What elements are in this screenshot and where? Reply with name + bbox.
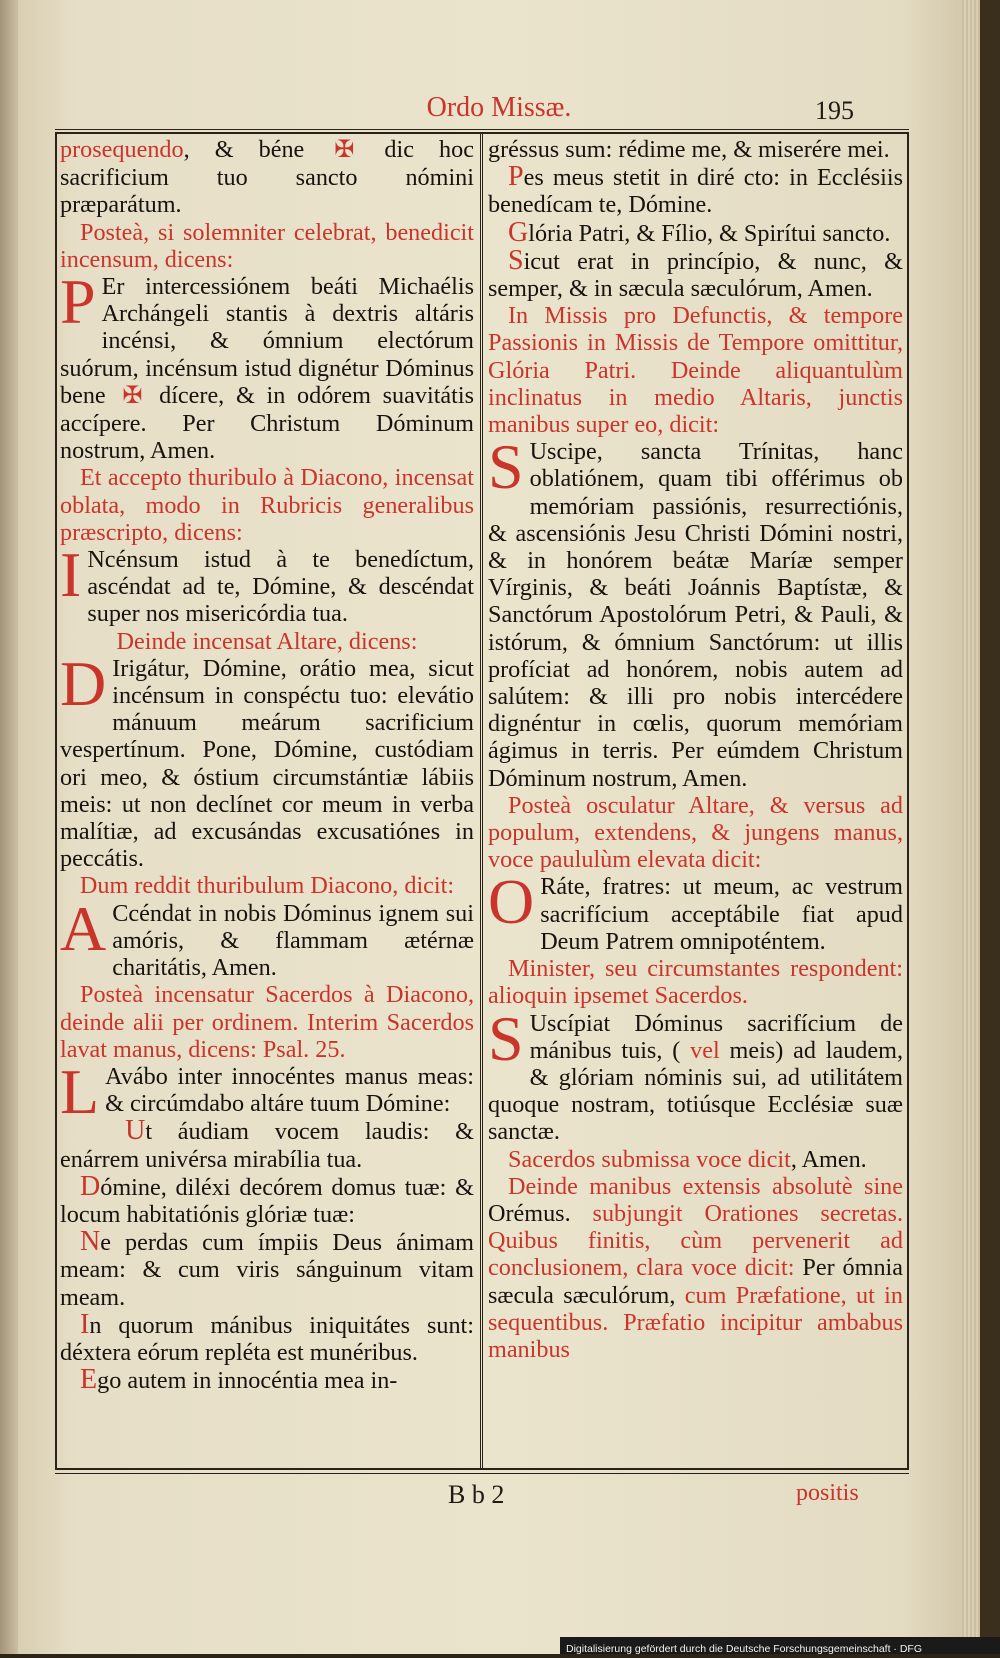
body-text: Deinde incensat Altare, dicens: [116, 627, 418, 655]
catchword: positis [796, 1480, 859, 1506]
body-text: Orémus. [488, 1199, 571, 1227]
text-paragraph [60, 1366, 474, 1394]
text-paragraph [488, 216, 903, 248]
cross-icon: ✠ [122, 382, 143, 409]
rubric-paragraph [60, 872, 474, 899]
body-text: icut erat in princípio, & nunc, & semper, & in sæcula sæculórum, Amen. [488, 247, 903, 303]
body-text: dic hoc sacrificium tuo sancto nómini præparátum. [60, 136, 474, 219]
body-text: Ráte, fratres: ut meum, ac vestrum sacrifícium acceptábile fiat apud Deum Patrem omnipoténtem. [540, 873, 903, 955]
text-paragraph [60, 647, 474, 873]
rubric-text: Sacerdos submissa voce dicit [508, 1145, 791, 1173]
body-text: In Missis pro Defunctis, & tempore Passionis in Missis de Tempore omittitur, Glória Patri. Deinde aliquantulùm inclinatus in medio Altaris, junctis manibus super eo, dicit: [488, 302, 903, 439]
rubric-text: vel [680, 1036, 730, 1064]
text-paragraph [488, 244, 903, 303]
red-initial: I [80, 1308, 90, 1340]
red-initial: N [80, 1226, 101, 1258]
body-text: Avábo inter innocéntes manus meas: & circúmdabo altáre tuum Dómine: [105, 1062, 474, 1118]
body-text: , Amen. [790, 1145, 867, 1173]
running-head: Ordo Missæ. [426, 92, 572, 123]
body-text: Uscipe, sancta Trínitas, hanc oblatiónem, quam tibi offérimus ob memóriam passiónis, resurrectiónis, & ascensiónis Jesu Christi Dómini nostri, & in honórem beátæ Maríæ semper Vírginis, & beáti Joánnis Baptístæ, & Sanctórum Apostolórum Petri, & Pauli, & istórum, & ómnium Sanctórum: ut illis profíciat ad honórem, nobis autem ad salútem: & illi pro nobis intercédere dignéntur in cœlis, quorum memóriam ágimus in terris. Per eúmdem Christum Dóminum nostrum, Amen. [488, 438, 903, 792]
text-paragraph [488, 431, 903, 792]
text-paragraph [60, 266, 474, 465]
rubric-paragraph [60, 628, 474, 655]
rubric-paragraph [60, 981, 474, 1063]
body-text: Posteà osculatur Altare, & versus ad populum, extendens, & jungens manus, voce paululùm elevata dicit: [488, 791, 903, 874]
drop-cap: O [488, 866, 535, 938]
body-text: Ccéndat in nobis Dóminus ignem sui amóris, & flammam ætérnæ charitátis, Amen. [112, 899, 474, 982]
red-initial: U [125, 1115, 146, 1147]
bottom-rule [55, 1473, 909, 1474]
text-paragraph [60, 136, 474, 219]
text-paragraph [488, 136, 903, 163]
book-page [18, 0, 980, 1654]
body-text: Irigátur, Dómine, orátio mea, sicut incénsum in conspéctu tuo: elevátio mánuum meárum sacrificium vespertínum. Pone, Dómine, custódiam ori meo, & óstium circumstántiæ lábiis meis: ut non declínet cor meum in verba malítiæ, ad excusándas excusatiónes in peccátis. [60, 654, 474, 873]
body-text: Posteà, si solemniter celebrat, benedicit incensum, dicens: [60, 218, 474, 273]
text-paragraph [60, 1228, 474, 1311]
text-paragraph [488, 1002, 903, 1146]
rubric-paragraph [488, 955, 903, 1009]
body-text: t áudiam vocem laudis: & enárrem univérsa mirabília tua. [60, 1118, 474, 1173]
drop-cap: S [488, 431, 524, 503]
text-paragraph [488, 866, 903, 955]
digitization-credit [560, 1637, 1000, 1654]
page-edge [962, 0, 980, 1654]
signature-mark: B b 2 [448, 1480, 505, 1509]
red-initial: S [508, 244, 524, 276]
text-paragraph [60, 1308, 474, 1366]
text-paragraph [60, 1055, 474, 1127]
body-text: Er intercessiónem beáti Michaélis Archángeli stantis à dextris altáris incénsi, & ómnium electórum suórum, incénsum istud dignétur Dóminus bene [60, 273, 474, 409]
body-text: meis) ad laudem, & glóriam nóminis sui, ad utilitátem quoque nostram, totiúsque Ecclésiæ suæ sanctæ. [488, 1036, 903, 1146]
text-paragraph [60, 892, 474, 982]
text-paragraph [60, 1170, 474, 1228]
rubric-paragraph [60, 464, 474, 546]
left-column [60, 136, 474, 1394]
rubric-text: prosequendo [60, 136, 184, 163]
rubric-paragraph [488, 792, 903, 874]
body-text: go autem in innocéntia mea in- [97, 1367, 398, 1395]
cross-icon: ✠ [334, 137, 355, 163]
red-initial: D [80, 1170, 101, 1202]
red-initial: E [80, 1364, 98, 1396]
drop-cap: A [60, 892, 107, 964]
credit-text: Digitalisierung gefördert durch die Deutsche Forschungsgemeinschaft · DFG [566, 1643, 923, 1655]
text-paragraph [488, 163, 903, 218]
body-text: Uscípiat Dóminus sacrifícium de mánibus tuis, ( [529, 1009, 903, 1064]
body-text: lória Patri, & Fílio, & Spirítui sancto. [528, 219, 891, 247]
body-text: Posteà incensatur Sacerdos à Diacono, deinde alii per ordinem. Interim Sacerdos lavat manus, dicens: Psal. 25. [60, 981, 474, 1063]
column-divider [480, 134, 483, 1468]
body-text: Per ómnia sæcula sæculórum, [488, 1254, 903, 1309]
body-text: gréssus sum: rédime me, & miserére mei. [488, 136, 890, 163]
body-text: n quorum mánibus iniquitátes sunt: déxtera eórum repléta est munéribus. [60, 1311, 474, 1366]
body-text: Minister, seu circumstantes respondent: alioquin ipsemet Sacerdos. [488, 955, 903, 1010]
red-initial: G [508, 216, 529, 248]
rubric-text: Deinde manibus extensis absolutè sine [508, 1172, 903, 1200]
drop-cap: I [60, 539, 82, 611]
body-text: , & béne [183, 136, 330, 163]
red-initial: P [508, 161, 524, 193]
right-column [488, 136, 903, 1363]
text-paragraph [60, 539, 474, 628]
top-rule [55, 129, 909, 130]
text-paragraph [488, 1173, 903, 1363]
drop-cap: S [488, 1002, 524, 1074]
body-text: Et accepto thuribulo à Diacono, incensat oblata, modo in Rubricis generalibus præscripto, dicens: [60, 464, 474, 546]
page-number: 195 [815, 96, 854, 125]
body-text: Ncénsum istud à te benedíctum, ascéndat ad te, Dómine, & descéndat super nos misericórdia tua. [87, 546, 474, 628]
body-text: dícere, & in odórem suavitátis accípere. Per Christum Dóminum nostrum, Amen. [60, 381, 474, 465]
rubric-paragraph [60, 219, 474, 273]
text-paragraph [488, 1146, 903, 1173]
drop-cap: D [60, 647, 107, 719]
body-text: e perdas cum ímpiis Deus ánimam meam: & cum viris sánguinum vitam meam. [60, 1229, 474, 1311]
rubric-text: subjungit Orationes secretas. Quibus finitis, cùm pervenerit ad conclusionem, clara voce dicit: [488, 1199, 903, 1282]
body-text: Dum reddit thuribulum Diacono, dicit: [79, 872, 455, 900]
drop-cap: P [60, 266, 96, 338]
drop-cap: L [60, 1055, 100, 1127]
rubric-text: cum Præfatione, ut in sequentibus. Præfatio incipitur ambabus manibus [488, 1281, 903, 1363]
rubric-paragraph [488, 302, 903, 438]
scan-right-margin [980, 0, 1000, 1654]
text-paragraph [60, 1117, 474, 1172]
body-text: es meus stetit in diré cto: in Ecclésiis benedícam te, Dómine. [488, 164, 903, 219]
body-text: ómine, diléxi decórem domus tuæ: & locum habitatiónis glóriæ tuæ: [60, 1173, 474, 1228]
